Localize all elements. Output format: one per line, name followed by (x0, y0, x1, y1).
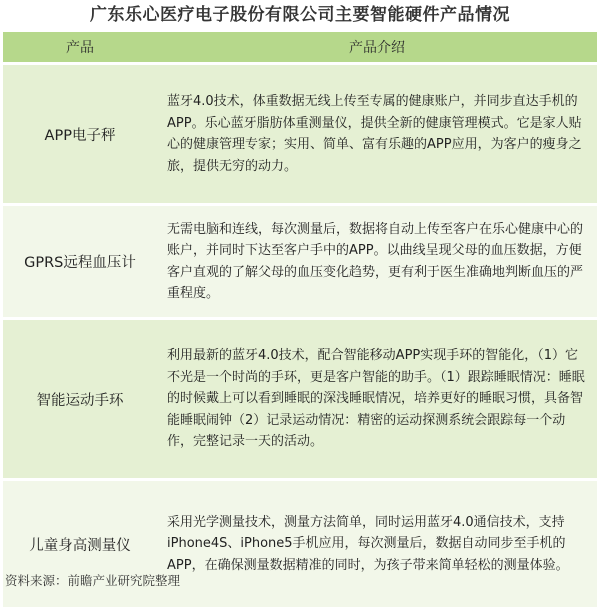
product-name: APP电子秤 (3, 64, 157, 205)
product-description: 蓝牙4.0技术，体重数据无线上传至专属的健康账户，并同步直达手机的APP。乐心蓝牙脂肪体重测量仪，提供全新的健康管理模式。它是家人贴心的健康管理专家；实用、简单、富有乐趣的APP应用，为客户的瘦身之旅，提供无穷的动力。 (157, 64, 597, 205)
product-name: 儿童身高测量仪 (3, 480, 157, 607)
source-note: 资料来源：前瞻产业研究院整理 (5, 571, 180, 589)
table-row (3, 205, 597, 319)
header-description: 产品介绍 (157, 32, 597, 64)
product-description: 无需电脑和连线，每次测量后，数据将自动上传至客户在乐心健康中心的账户，并同时下达至客户手中的APP。以曲线呈现父母的血压数据，方便客户直观的了解父母的血压变化趋势，更有利于医生准确地判断血压的严重程度。 (157, 205, 597, 319)
product-description: 采用光学测量技术，测量方法简单，同时运用蓝牙4.0通信技术，支持iPhone4S、iPhone5手机应用，每次测量后，数据自动同步至手机的APP，在确保测量数据精准的同时，为孩子带来简单轻松的测量体验。 (157, 480, 597, 607)
product-name: GPRS远程血压计 (3, 205, 157, 319)
table-header-row (3, 32, 597, 64)
product-name: 智能运动手环 (3, 319, 157, 480)
page-title: 广东乐心医疗电子股份有限公司主要智能硬件产品情况 (0, 0, 600, 30)
product-table (3, 32, 597, 607)
table-row (3, 319, 597, 480)
header-product: 产品 (3, 32, 157, 64)
table-row (3, 64, 597, 205)
product-description: 利用最新的蓝牙4.0技术，配合智能移动APP实现手环的智能化，（1）它不光是一个时尚的手环，更是客户智能的助手。（1）跟踪睡眠情况：睡眠的时候戴上可以看到睡眠的深浅睡眠情况，培养更好的睡眠习惯，具备智能睡眠闹钟（2）记录运动情况：精密的运动探测系统会跟踪每一个动作，完整记录一天的活动。 (157, 319, 597, 480)
